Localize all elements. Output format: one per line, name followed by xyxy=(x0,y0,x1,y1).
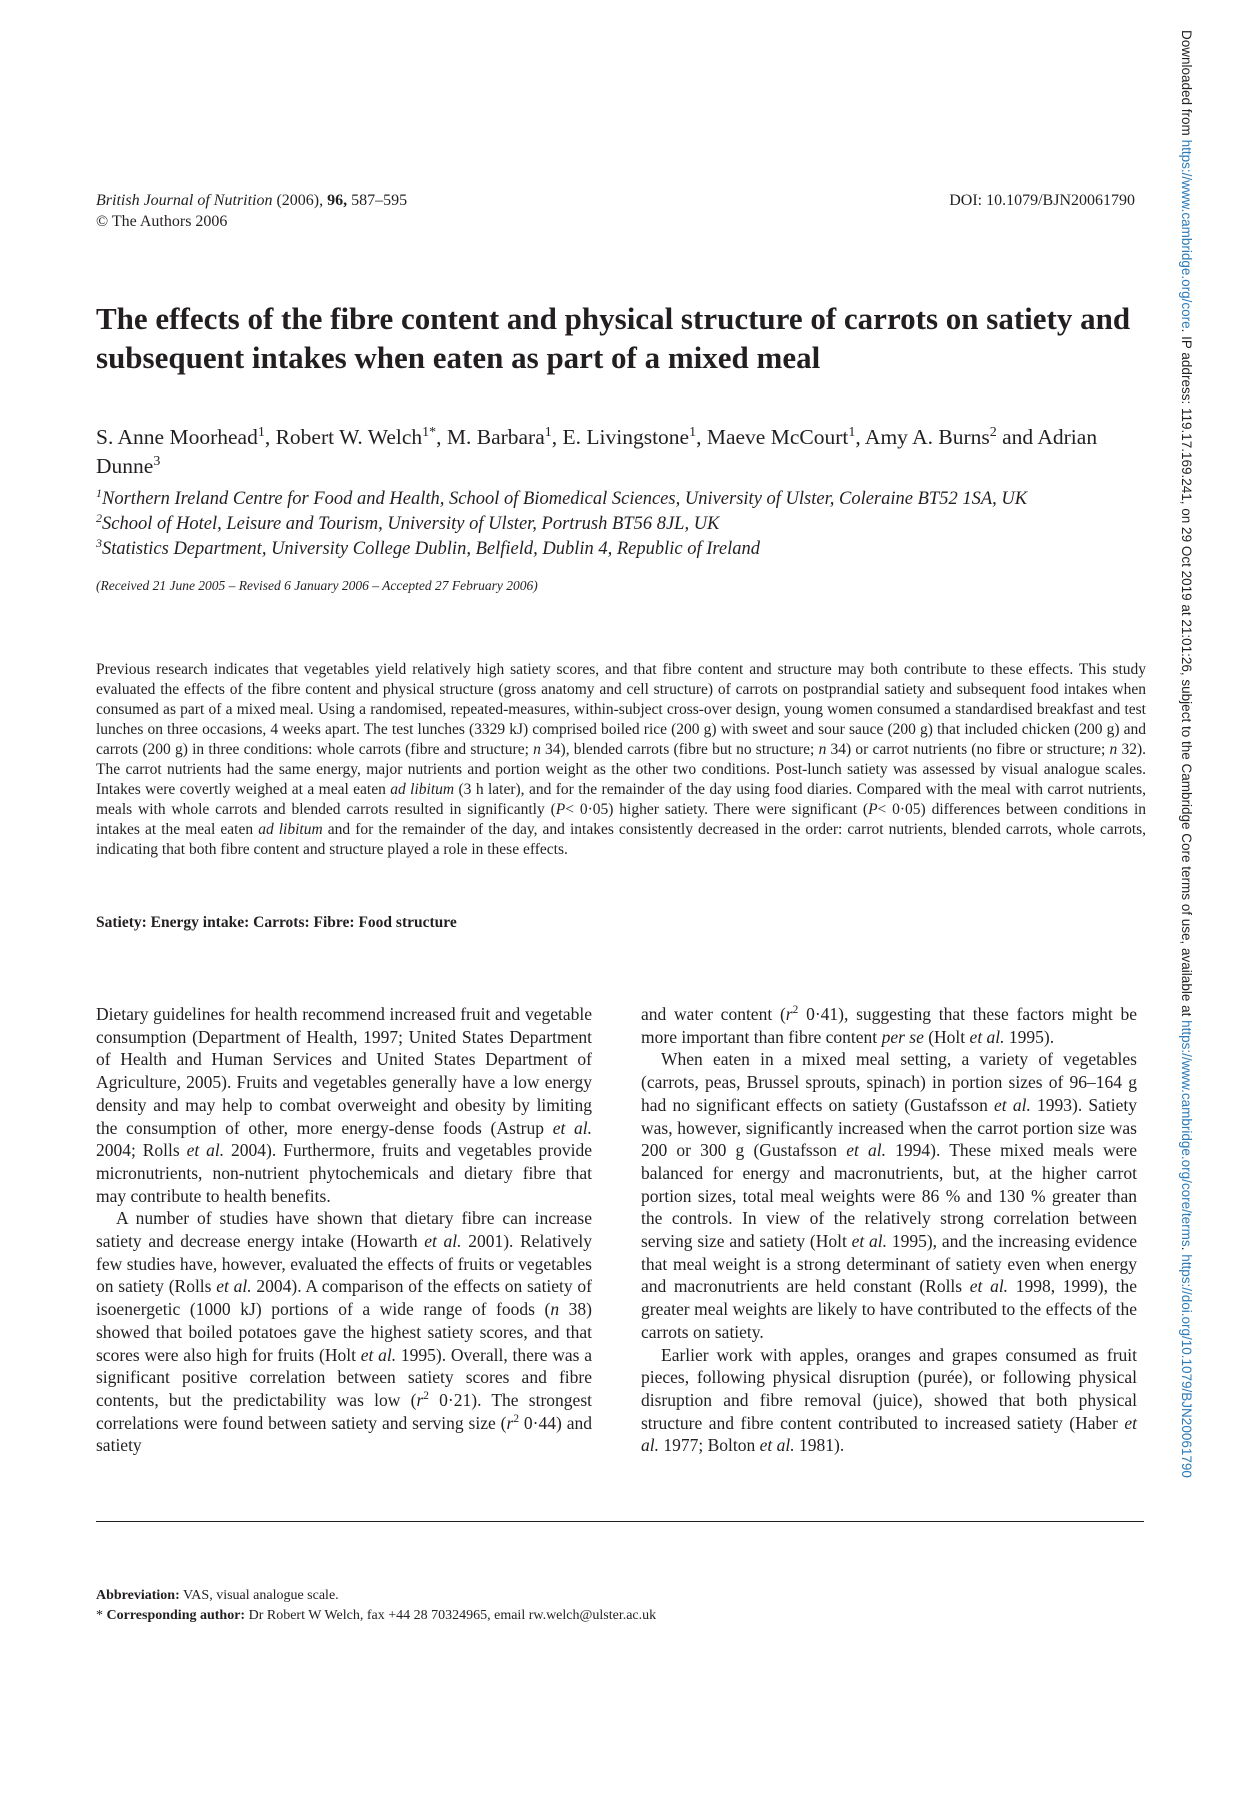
paragraph: Earlier work with apples, oranges and grapes consumed as fruit pieces, following physical disruption (purée), or following physical disruption and fibre removal (juice), showed that both physical structure and fibre content contributed to increased satiety (Haber et al. 1977; Bolton et al. 1981). xyxy=(641,1344,1137,1456)
article-title: The effects of the fibre content and physical structure of carrots on satiety and subsequent intakes when eaten as part of a mixed meal xyxy=(96,301,1131,375)
affiliation: $^2$School of Hotel, Leisure and Tourism, University of Ulster, Portrush BT56 8JL, UK xyxy=(96,510,720,534)
body-column-right xyxy=(641,1003,1137,1457)
affiliation: $^3$Statistics Department, University College Dublin, Belfield, Dublin 4, Republic of Ireland xyxy=(96,535,761,559)
author-list: S. Anne Moorhead$^1$, Robert W. Welch$^{1*}$, M. Barbara$^1$, E. Livingstone$^1$, Maeve McCourt$^1$, Amy A. Burns$^2$ and Adrian Dunne$^3$ xyxy=(96,424,1098,478)
paragraph: Dietary guidelines for health recommend increased fruit and vegetable consumption (Department of Health, 1997; United States Department of Health and Human Services and United States Department of Agriculture, 2005). Fruits and vegetables generally have a low energy density and may help to combat overweight and obesity by limiting the consumption of other, more energy-dense foods (Astrup et al. 2004; Rolls et al. 2004). Furthermore, fruits and vegetables provide micronutrients, non-nutrient phytochemicals and dietary fibre that may contribute to health benefits. xyxy=(96,1004,593,1206)
footnote-corresponding: * Corresponding author: Dr Robert W Welch, fax +44 28 70324965, email rw.welch@ulster.ac.uk xyxy=(96,1608,657,1623)
keywords: Satiety: Energy intake: Carrots: Fibre: Food structure xyxy=(96,914,457,931)
affiliation: $^1$Northern Ireland Centre for Food and Health, School of Biomedical Sciences, University of Ulster, Coleraine BT52 1SA, UK xyxy=(96,485,1028,509)
author: Adrian Dunne xyxy=(96,425,1098,478)
terms-link[interactable]: https://www.cambridge.org/core/terms xyxy=(1179,1020,1194,1247)
journal-volume: 96, xyxy=(327,192,348,209)
journal-name: British Journal of Nutrition xyxy=(96,192,273,209)
footnote-abbreviation: Abbreviation: VAS, visual analogue scale. xyxy=(96,1588,339,1603)
core-link[interactable]: https://www.cambridge.org/core xyxy=(1179,139,1194,329)
author: Robert W. Welch xyxy=(275,425,423,449)
author: E. Livingstone xyxy=(562,425,690,449)
copyright: © The Authors 2006 xyxy=(96,213,228,230)
author: Maeve McCourt xyxy=(706,425,849,449)
received-dates: (Received 21 June 2005 – Revised 6 January 2006 – Accepted 27 February 2006) xyxy=(96,578,538,593)
body-column-left xyxy=(96,1003,592,1457)
journal-citation: British Journal of Nutrition (2006), 96, 587–595 xyxy=(96,192,408,209)
author: Amy A. Burns xyxy=(864,425,990,449)
footnote-divider xyxy=(96,1521,1144,1522)
author: M. Barbara xyxy=(446,425,545,449)
journal-header xyxy=(96,190,407,232)
doi-link[interactable]: https://doi.org/10.1079/BJN20061790 xyxy=(1179,1254,1194,1478)
author: S. Anne Moorhead xyxy=(96,425,258,449)
download-sidebar: Downloaded from https://www.cambridge.org/core. IP address: 119.17.169.241, on 29 Oct 2019 at 21:01:26, subject to the Cambridge Core terms of use, available at https://www.cambridge.org/core/terms. https://doi.org/10.1079/BJN20061790 xyxy=(1179,30,1194,1478)
paragraph: A number of studies have shown that dietary fibre can increase satiety and decrease energy intake (Howarth et al. 2001). Relatively few studies have, however, evaluated the effects of fruits or vegetables on satiety (Rolls et al. 2004). A comparison of the effects on satiety of isoenergetic (1000 kJ) portions of a wide range of foods (n 38) showed that boiled potatoes gave the highest satiety scores, and that scores were also high for fruits (Holt et al. 1995). Overall, there was a significant positive correlation between satiety scores and fibre contents, but the predictability was low ($r^2$ 0·21). The strongest correlations were found between satiety and serving size ($r^2$ 0·44) and satiety xyxy=(96,1208,593,1456)
paragraph: When eaten in a mixed meal setting, a variety of vegetables (carrots, peas, Brussel sprouts, spinach) in portion sizes of 96–164 g had no significant effects on satiety (Gustafsson et al. 1993). Satiety was, however, significantly increased when the carrot portion size was 200 or 300 g (Gustafsson et al. 1994). These mixed meals were balanced for energy and macronutrients, but, at the higher carrot portion sizes, total meal weights were 86 % and 130 % greater than the controls. In view of the relatively strong correlation between serving size and satiety (Holt et al. 1995), and the increasing evidence that meal weight is a strong determinant of satiety even when energy and macronutrients are held constant (Rolls et al. 1998, 1999), the greater meal weights are likely to have contributed to the effects of the carrots on satiety. xyxy=(641,1049,1138,1342)
abstract: Previous research indicates that vegetables yield relatively high satiety scores, and that fibre content and structure may both contribute to these effects. This study evaluated the effects of the fibre content and physical structure (gross anatomy and cell structure) of carrots on postprandial satiety and subsequent food intakes when consumed as part of a mixed meal. Using a randomised, repeated-measures, within-subject cross-over design, young women consumed a standardised breakfast and test lunches on three occasions, 4 weeks apart. The test lunches (3329 kJ) comprised boiled rice (200 g) with sweet and sour sauce (200 g) that included chicken (200 g) and carrots (200 g) in three conditions: whole carrots (fibre and structure; n 34), blended carrots (fibre but no structure; n 34) or carrot nutrients (no fibre or structure; n 32). The carrot nutrients had the same energy, major nutrients and portion weight as the other two conditions. Post-lunch satiety was assessed by visual analogue scales. Intakes were covertly weighed at a meal eaten ad libitum (3 h later), and for the remainder of the day using food diaries. Compared with the meal with carrot nutrients, meals with whole carrots and blended carrots resulted in significantly (P< 0·05) higher satiety. There were significant (P< 0·05) differences between conditions in intakes at the meal eaten ad libitum and for the remainder of the day, and intakes consistently decreased in the order: carrot nutrients, blended carrots, whole carrots, indicating that both fibre content and structure played a role in these effects. xyxy=(96,661,1147,858)
paragraph: and water content ($r^2$ 0·41), suggesting that these factors might be more important than fibre content per se (Holt et al. 1995). xyxy=(641,1004,1138,1047)
doi: DOI: 10.1079/BJN20061790 xyxy=(949,192,1135,209)
